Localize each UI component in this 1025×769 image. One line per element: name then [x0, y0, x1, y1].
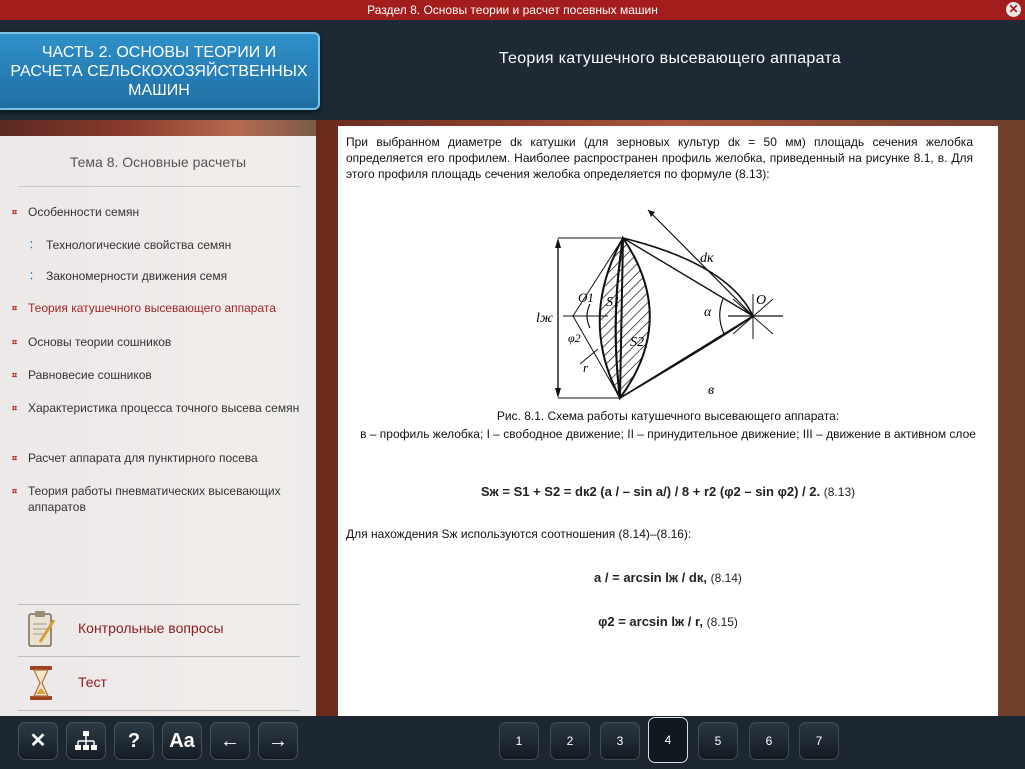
- contents-button[interactable]: [66, 722, 106, 760]
- tool-label: Контрольные вопросы: [78, 620, 224, 636]
- arrow-left-icon: ←: [220, 730, 240, 752]
- paragraph-intro: При выбранном диаметре dк катушки (для зерновых культур dк = 50 мм) площадь сечения желобка определяется его профилем. Наиболее распространен профиль желобка, приведенный на рисунке 8.1, в. Для этого профиля площадь сечения желобка определяется по формуле (8.13):: [346, 135, 973, 181]
- sitemap-icon: [75, 731, 97, 751]
- page-button-5[interactable]: 5: [698, 722, 738, 760]
- sidebar-item-label: Теория работы пневматических высевающих аппаратов: [28, 484, 281, 514]
- clipboard-icon: [26, 610, 56, 648]
- close-window-icon[interactable]: ✕: [1006, 2, 1021, 17]
- part-title: ЧАСТЬ 2. ОСНОВЫ ТЕОРИИ И РАСЧЕТА СЕЛЬСКОХОЗЯЙСТВЕННЫХ МАШИН: [10, 43, 308, 99]
- formula-number: (8.15): [706, 615, 738, 629]
- label-r: r: [583, 360, 589, 375]
- page-button-2[interactable]: 2: [550, 722, 590, 760]
- next-button[interactable]: [258, 722, 298, 760]
- bullet-icon: ⌗: [12, 370, 18, 380]
- bullet-icon: ⁚: [30, 271, 33, 281]
- divider: [18, 186, 300, 187]
- label-phi2: φ2: [568, 331, 581, 345]
- content-area: [338, 126, 998, 716]
- help-button[interactable]: [114, 722, 154, 760]
- sidebar-item-label: Характеристика процесса точного высева семян: [28, 401, 300, 415]
- prev-button[interactable]: [210, 722, 250, 760]
- sidebar-item-label: Закономерности движения семя: [46, 269, 228, 283]
- figure-8-1: [528, 204, 798, 409]
- divider: [18, 710, 300, 711]
- bullet-icon: ⌗: [12, 337, 18, 347]
- test-button[interactable]: [18, 658, 300, 708]
- exit-button[interactable]: [18, 722, 58, 760]
- bullet-icon: ⌗: [12, 303, 18, 313]
- label-o1: O1: [578, 290, 594, 305]
- font-size-button[interactable]: [162, 722, 202, 760]
- formula-8-14: [338, 570, 998, 585]
- control-questions-button[interactable]: [18, 604, 300, 654]
- sidebar-panel: [0, 136, 316, 716]
- formula-8-13: [338, 484, 998, 499]
- label-v: в: [708, 383, 715, 398]
- bullet-icon: ⌗: [12, 403, 18, 413]
- label-s1: S1: [606, 295, 620, 310]
- window-title-bar: [0, 0, 1025, 20]
- sidebar-item-label: Равновесие сошников: [28, 368, 152, 382]
- page-button-4-current[interactable]: 4: [648, 717, 688, 763]
- bullet-icon: ⌗: [12, 486, 18, 496]
- formula-number: (8.14): [710, 571, 742, 585]
- bullet-icon: ⌗: [12, 207, 18, 217]
- page-button-1[interactable]: 1: [499, 722, 539, 760]
- formula-text: a / = arcsin lж / dк,: [594, 570, 707, 585]
- sidebar-item-label: Технологические свойства семян: [46, 238, 232, 252]
- label-s2: S2: [630, 335, 644, 350]
- help-icon: ?: [127, 730, 141, 752]
- formula-number: (8.13): [823, 485, 856, 499]
- figure-caption-title: Рис. 8.1. Схема работы катушечного высевающего аппарата:: [496, 409, 840, 423]
- sidebar-item-label: Особенности семян: [28, 205, 140, 219]
- label-lzh: lж: [536, 311, 553, 326]
- label-o: O: [756, 293, 767, 308]
- sidebar: [0, 120, 316, 716]
- formula-text: φ2 = arcsin lж / r,: [598, 614, 703, 629]
- window-title: Раздел 8. Основы теории и расчет посевных машин: [367, 3, 658, 17]
- arrow-right-icon: →: [268, 730, 288, 752]
- topic-title: Тема 8. Основные расчеты: [69, 154, 247, 170]
- tool-label: Тест: [78, 674, 107, 690]
- page-button-3[interactable]: 3: [600, 722, 640, 760]
- part-title-box: [0, 32, 320, 110]
- label-alpha: α: [704, 305, 712, 320]
- hourglass-icon: [26, 664, 56, 702]
- bottom-toolbar: [0, 716, 1025, 769]
- bullet-icon: ⌗: [12, 453, 18, 463]
- figure-caption-description: в – профиль желобка; I – свободное движение; II – принудительное движение; III – движение в активном слое: [360, 427, 976, 441]
- formula-text: Sж = S1 + S2 = dк2 (a / – sin a/) / 8 + r2 (φ2 – sin φ2) / 2.: [480, 484, 821, 499]
- page-title: Теория катушечного высевающего аппарата: [498, 50, 842, 67]
- close-icon: ✕: [29, 730, 47, 752]
- label-dk: dк: [700, 251, 714, 266]
- formula-8-15: [338, 614, 998, 629]
- sidebar-item-label: Расчет аппарата для пунктирного посева: [28, 451, 258, 465]
- header: [0, 20, 1025, 120]
- sidebar-item-label: Основы теории сошников: [28, 335, 172, 349]
- font-size-icon: Aa: [169, 730, 195, 752]
- sidebar-item-label: Теория катушечного высевающего аппарата: [28, 301, 276, 315]
- page-button-6[interactable]: 6: [749, 722, 789, 760]
- bullet-icon: ⁚: [30, 240, 33, 250]
- page-button-7[interactable]: 7: [799, 722, 839, 760]
- paragraph-relations: Для нахождения Sж используются соотношения (8.14)–(8.16):: [346, 527, 692, 541]
- divider: [18, 656, 300, 657]
